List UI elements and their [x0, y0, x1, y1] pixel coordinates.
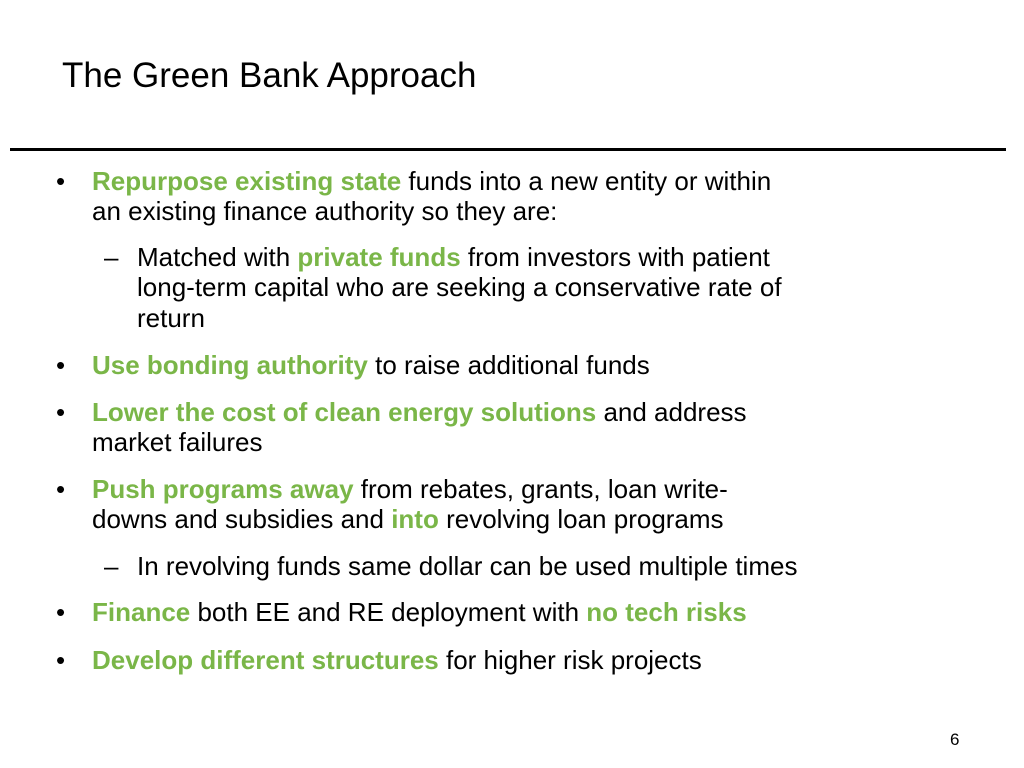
body-text: for higher risk projects: [438, 645, 702, 675]
highlight-text: Lower the cost of clean energy solutions: [92, 397, 597, 427]
body-text: to raise additional funds: [367, 350, 650, 380]
sub-item-matched-line1: [137, 242, 770, 272]
bullet-item-finance: [92, 597, 747, 627]
highlight-text: Repurpose existing state: [92, 166, 402, 196]
bullet-item-lower-cost-line2: market failures: [92, 427, 263, 457]
dash-marker: –: [104, 242, 119, 272]
dash-marker: –: [104, 551, 119, 581]
body-text: from investors with patient: [460, 242, 770, 272]
highlight-text: Develop different structures: [92, 645, 439, 675]
bullet-item-push-programs-line2: [92, 504, 724, 534]
body-text: both EE and RE deployment with: [190, 597, 587, 627]
body-text: revolving loan programs: [438, 504, 724, 534]
bullet-item-repurpose-line2: an existing finance authority so they are:: [92, 196, 558, 226]
highlight-text: into: [391, 504, 439, 534]
body-text: Matched with: [137, 242, 298, 272]
bullet-marker: •: [56, 166, 66, 196]
bullet-marker: •: [56, 645, 66, 675]
bullet-item-push-programs-line1: [92, 474, 728, 504]
body-text: funds into a new entity or within: [401, 166, 772, 196]
highlight-text: private funds: [297, 242, 461, 272]
page-number: 6: [950, 730, 960, 749]
sub-item-matched-line3: return: [137, 303, 205, 333]
highlight-text: Finance: [92, 597, 191, 627]
bullet-marker: •: [56, 597, 66, 627]
body-text: from rebates, grants, loan write-: [353, 474, 728, 504]
bullet-marker: •: [56, 350, 66, 380]
body-text: downs and subsidies and: [92, 504, 392, 534]
sub-item-revolving-funds: In revolving funds same dollar can be used multiple times: [137, 551, 798, 581]
highlight-text: no tech risks: [586, 597, 747, 627]
bullet-marker: •: [56, 397, 66, 427]
highlight-text: Push programs away: [92, 474, 354, 504]
slide-title: The Green Bank Approach: [62, 56, 477, 95]
bullet-item-lower-cost-line1: [92, 397, 747, 427]
bullet-item-develop-structures: [92, 645, 702, 675]
sub-item-matched-line2: long-term capital who are seeking a conservative rate of: [137, 272, 782, 302]
bullet-marker: •: [56, 474, 66, 504]
body-text: and address: [596, 397, 747, 427]
bullet-item-bonding: [92, 350, 650, 380]
highlight-text: Use bonding authority: [92, 350, 368, 380]
bullet-item-repurpose-line1: [92, 166, 771, 196]
